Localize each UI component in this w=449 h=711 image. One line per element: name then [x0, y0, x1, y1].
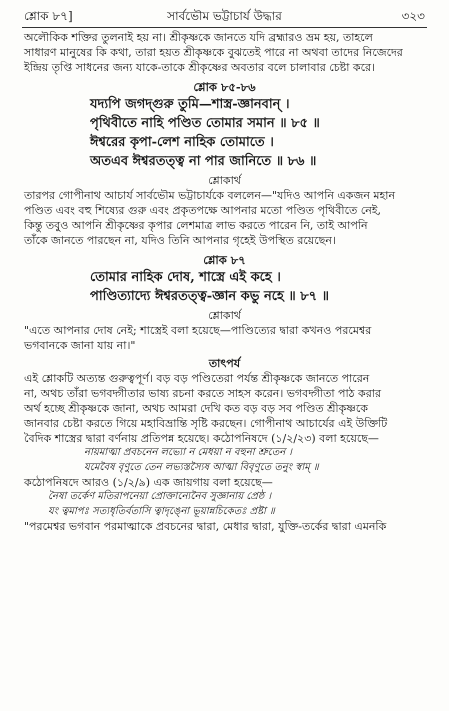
verse-line: তোমার নাহিক দোষ, শাস্ত্রে এই কহে ।: [90, 270, 281, 285]
page-header: [24, 6, 425, 26]
sanskrit-quote-line: যং ত্বমাপঃ সত্যধৃতির্বতাসি ত্বাদৃঙ্নো ভূয়ান্নচিকেতঃ প্রষ্টা ॥: [48, 505, 275, 517]
purport-label: তাৎপর্য: [208, 357, 241, 370]
intro-line: অলৌকিক শক্তির তুলনাই হয় না। শ্রীকৃষ্ণকে জানতে যদি ব্রহ্মারও ভ্রম হয়, তাহলে: [24, 31, 373, 44]
page-body: [24, 30, 425, 534]
sanskrit-quote-line: যমেবৈষ বৃণুতে তেন লভ্যস্তস্যৈষ আত্মা বিবৃণুতে তনুং স্বাম্ ॥: [84, 461, 319, 473]
header-chapter-title: সার্বভৌম ভট্টাচার্য উদ্ধার: [167, 9, 282, 23]
purport-line: বৈদিক শাস্ত্রের দ্বারা বর্ণনায় প্রতিপন্ন হয়েছে। কঠোপনিষদে (১/২/২৩) বলা হয়েছে—: [24, 432, 379, 445]
verse-line: পৃথিবীতে নাহি পণ্ডিত তোমার সমান ॥ ৮৫ ॥: [90, 116, 320, 131]
verse-line: পাণ্ডিত্যাদ্যে ঈশ্বরতত্ত্ব-জ্ঞান কভু নহে ॥ ৮৭ ॥: [90, 289, 329, 304]
purport-line: না, অথচ তাঁরা ভগবদ্গীতার ভাষ্য রচনা করতে সাহস করেন। ভগবদ্গীতা পাঠ করার: [24, 387, 382, 400]
translation-line: তাঁকে জানতে পারছেন না, যদিও তিনি আপনার গৃহেই উপস্থিত রয়েছেন।: [24, 234, 336, 247]
intro-line: ইন্দ্রিয় তৃপ্তি সাধনের জন্য যাকে-তাকে শ্রীকৃষ্ণের অবতার বলে চালাবার চেষ্টা করে।: [24, 61, 376, 74]
translation-line: কিন্তু তবুও আপনি শ্রীকৃষ্ণের কৃপার লেশমাত্র লাভ করতে পারেন নি, তাই আপনি: [24, 219, 368, 232]
header-page-number: ৩২৩: [401, 9, 425, 23]
translation-line: ভগবানকে জানা যায় না।": [24, 339, 136, 352]
purport-line: অর্থ হচ্ছে শ্রীকৃষ্ণকে জানা, অথচ আমরা দেখি কত বড় বড় সব পণ্ডিত শ্রীকৃষ্ণকে: [24, 402, 368, 415]
verse-line: অতএব ঈশ্বরতত্ত্ব না পার জানিতে ॥ ৮৬ ॥: [90, 154, 317, 169]
header-divider: [22, 27, 427, 28]
sanskrit-quote-line: নৈষা তর্কেণ মতিরাপনেয়া প্রোক্তান্যেনৈব সুজ্ঞানায় প্রেষ্ঠ ।: [48, 491, 272, 502]
purport-line: "পরমেশ্বর ভগবান পরমাত্মাকে প্রবচনের দ্বারা, মেধার দ্বারা, যুক্তি-তর্কের দ্বারা এমনকি: [24, 520, 387, 533]
translation-line: পণ্ডিত এবং বহু শিষ্যের গুরু এবং প্রকৃতপক্ষে আপনার মতো পণ্ডিত পৃথিবীতে নেই,: [24, 204, 381, 217]
purport-line: এই শ্লোকটি অত্যন্ত গুরুত্বপূর্ণ। বড় বড় পণ্ডিতেরা পর্যন্ত শ্রীকৃষ্ণকে জানতে পারেন: [24, 372, 370, 385]
verse-heading: শ্লোক ৮৭: [203, 253, 246, 267]
sanskrit-quote-line: নায়মাত্মা প্রবচনেন লভ্যো ন মেধয়া ন বহুনা শ্রুতেন ।: [84, 447, 292, 458]
translation-line: তারপর গোপীনাথ আচার্য সার্বভৌম ভট্টাচার্যকে বললেন—"যদিও আপনি একজন মহান: [24, 189, 396, 202]
verse-line: ঈশ্বরের কৃপা-লেশ নাহিক তোমাতে ।: [90, 135, 274, 150]
intro-line: সাধারণ মানুষের কি কথা, তারা হয়ত শ্রীকৃষ্ণকে বুঝতেই পারে না অথবা তাদের নিজেদের: [24, 46, 403, 59]
translation-label: শ্লোকার্থ: [208, 309, 241, 322]
header-verse-ref: শ্লোক ৮৭]: [24, 9, 73, 23]
translation-label: শ্লোকার্থ: [208, 174, 241, 187]
purport-line: জানবার চেষ্টা করতে গিয়ে মহাবিভ্রান্তি সৃষ্টি করছেন। গোপীনাথ আচার্যের এই উক্তিটি: [24, 417, 388, 430]
purport-line: কঠোপনিষদে আরও (১/২/৯) এক জায়গায় বলা হয়েছে—: [24, 476, 273, 489]
verse-heading: শ্লোক ৮৫-৮৬: [193, 80, 256, 94]
verse-line: যদ্যপি জগদ্গুরু তুমি—শাস্ত্র-জ্ঞানবান্ ।: [90, 97, 290, 112]
translation-line: "এতে আপনার দোষ নেই; শাস্ত্রেই বলা হয়েছে—পাণ্ডিত্যের দ্বারা কখনও পরমেশ্বর: [24, 324, 372, 337]
